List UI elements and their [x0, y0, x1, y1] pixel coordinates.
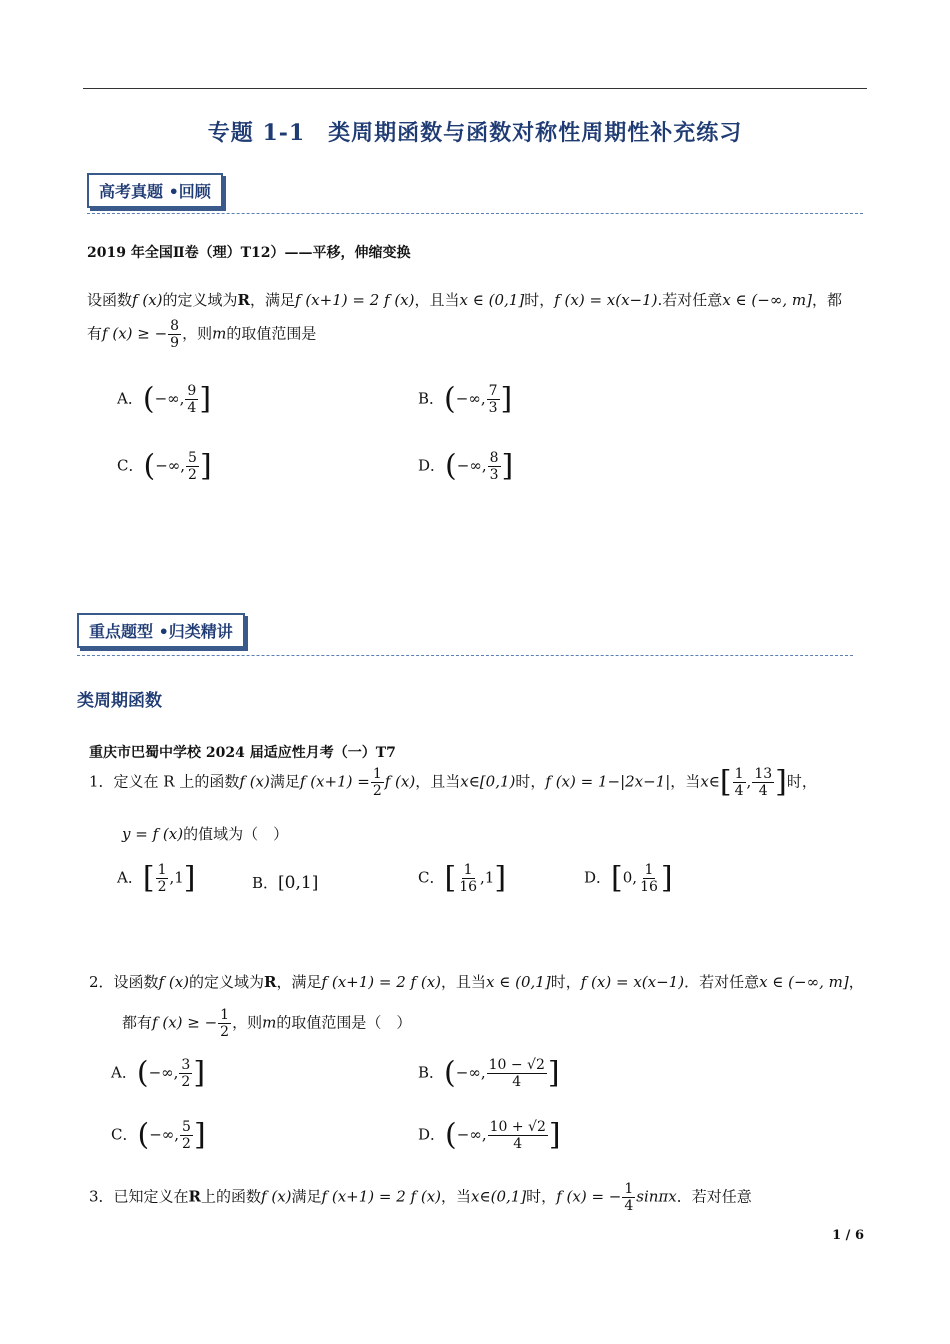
q1-option-a[interactable]: A．[ $\frac{1}{2}$ ,1] [117, 860, 196, 896]
question-source-2: 重庆市巴蜀中学校 2024 届适应性月考（一）T7 [89, 745, 396, 761]
option-b[interactable]: B．(−∞, $\frac{7}{3}$ ] [418, 381, 513, 417]
top-rule [83, 88, 867, 89]
question-2-line1: 2．设函数f (x)的定义域为R，满足f (x+1) = 2 f (x)，且当x ∈ (0,1]时，f (x) = x(x−1)．若对任意x ∈ (−∞, m]， [89, 973, 864, 991]
subsection-heading: 类周期函数 [77, 691, 162, 711]
question-text-line1: 设函数f (x)的定义域为R，满足f (x+1) = 2 f (x)，且当x ∈ (0,1]时，f (x) = x(x−1).若对任意x ∈ (−∞, m]，都 [87, 291, 842, 309]
section-divider-2 [77, 655, 853, 656]
option-c[interactable]: C．(−∞, $\frac{5}{2}$ ] [117, 448, 212, 484]
question-1-line1: 1．定义在 R 上的函数f (x)满足f (x+1) = $\frac{1}{2}$ f (x)，且当x∈[0,1)时，f (x) = 1−|2x−1|，当x∈[ $\frac{1}{4}$ , $\frac{13}{4}$ ]时， [89, 764, 817, 800]
option-d[interactable]: D．(−∞, $\frac{8}{3}$ ] [418, 448, 514, 484]
q2-option-d[interactable]: D．(−∞, $\frac{10 + √2}{4}$ ] [418, 1117, 561, 1153]
question-1-line2: y = f (x)的值域为（ ） [122, 825, 289, 843]
question-3-line1: 3．已知定义在R上的函数f (x)满足f (x+1) = 2 f (x)，当x∈(0,1]时，f (x) = − $\frac{1}{4}$ sinπx．若对任意 [89, 1181, 752, 1214]
q1-option-c[interactable]: C．[ $\frac{1}{16}$ ,1] [418, 860, 507, 896]
question-2-line2: 都有f (x) ≥ − $\frac{1}{2}$ ，则m的取值范围是（ ） [122, 1007, 412, 1040]
q1-option-d[interactable]: D．[0, $\frac{1}{16}$ ] [584, 860, 673, 896]
section-label-gaokao: 高考真题 •回顾 [87, 173, 223, 208]
section-label-key-types: 重点题型 •归类精讲 [77, 613, 245, 648]
option-a[interactable]: A．(−∞, $\frac{9}{4}$ ] [117, 381, 212, 417]
q2-option-a[interactable]: A．(−∞, $\frac{3}{2}$ ] [111, 1055, 206, 1091]
q2-option-b[interactable]: B．(−∞, $\frac{10 - √2}{4}$ ] [418, 1055, 560, 1091]
question-text-line2: 有f (x) ≥ − $\frac{8}{9}$ ，则m的取值范围是 [87, 318, 317, 351]
section-divider [87, 213, 863, 214]
page-number: 1 / 6 [832, 1228, 864, 1243]
q2-option-c[interactable]: C．(−∞, $\frac{5}{2}$ ] [111, 1117, 206, 1153]
q1-option-b[interactable]: B．[0,1] [252, 873, 319, 893]
question-source: 2019 年全国Ⅱ卷（理）T12）——平移，伸缩变换 [87, 245, 411, 261]
page-title: 专题 1-1 类周期函数与函数对称性周期性补充练习 [207, 120, 743, 146]
